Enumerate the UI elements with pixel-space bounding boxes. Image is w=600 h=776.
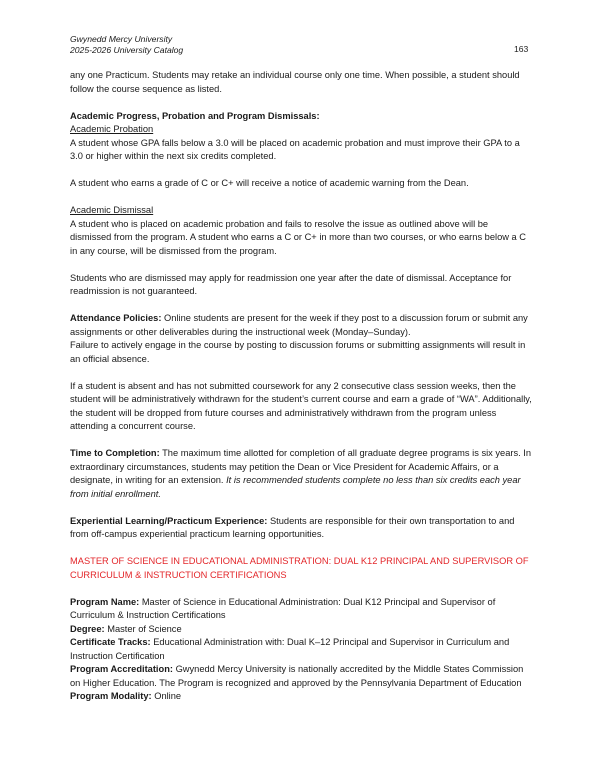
university-name: Gwynedd Mercy University <box>70 34 173 44</box>
degree-label: Degree: <box>70 623 105 634</box>
accreditation-value: Gwynedd Mercy University is nationally accredited by the Middle States Commission on Higher Education. The Program is recognized and approved by the Pennsylvania Department of Education <box>70 664 524 688</box>
experiential-text: Students are responsible for their own transportation to and from off-campus experiential practicum learning opportunities. <box>70 515 515 539</box>
probation-text: A student whose GPA falls below a 3.0 will be placed on academic probation and must improve their GPA to a 3.0 or higher within the next six credits completed. <box>70 137 520 161</box>
tracks-label: Certificate Tracks: <box>70 637 151 647</box>
modality-line <box>70 690 532 704</box>
modality-label: Program Modality: <box>70 691 152 701</box>
intro-paragraph: any one Practicum. Students may retake an individual course only one time. When possible, a student should follow the course sequence as listed. <box>70 70 520 94</box>
experiential-label: Experiential Learning/Practicum Experience: <box>70 515 268 526</box>
modality-value: Online <box>151 691 182 701</box>
completion-text: The maximum time allotted for completion of all graduate degree programs is six years. In extraordinary circumstances, students may petition the Dean or Vice President for Academic Affairs, or a designate, in writing for an extension. <box>70 448 532 485</box>
attendance-paragraph <box>70 312 532 339</box>
completion-label: Time to Completion: <box>70 448 160 458</box>
program-name-value: Master of Science in Educational Administration: Dual K12 Principal and Supervisor of Curriculum & Instruction Certifications <box>70 596 496 620</box>
page-number: 163 <box>514 44 529 54</box>
tracks-value: Educational Administration with: Dual K–12 Principal and Supervisor in Curriculum and Instruction Certification <box>70 637 510 661</box>
probation-title: Academic Probation <box>70 124 154 134</box>
page-body <box>70 69 532 704</box>
attendance-text-2: Failure to actively engage in the course by posting to discussion forums or submitting assignments will result in an official absence. <box>70 340 526 364</box>
tracks-line <box>70 636 532 663</box>
absence-text: If a student is absent and has not submitted coursework for any 2 consecutive class session weeks, then the student will be administratively withdrawn for the student’s current course and earn a grade of “WA”. Additionally, the student will be dropped from future courses and administratively withdrawn from the program unless attending a concurrent course. <box>70 380 532 431</box>
attendance-label: Attendance Policies: <box>70 313 162 323</box>
accreditation-line <box>70 663 532 690</box>
readmission-text: Students who are dismissed may apply for readmission one year after the date of dismissal. Acceptance for readmission is not guaranteed. <box>70 272 512 296</box>
dismissal-text: A student who is placed on academic probation and fails to resolve the issue as outlined above will be dismissed from the program. A student who earns a C or C+ in more than two courses, or who earns below a C in any course, will be dismissed from the program. <box>70 218 527 256</box>
degree-line <box>70 623 532 637</box>
progress-heading: Academic Progress, Probation and Program Dismissals: <box>70 110 320 121</box>
program-name-label: Program Name: <box>70 596 140 607</box>
degree-value: Master of Science <box>104 623 182 634</box>
completion-italic: It is recommended students complete no less than six credits each year from initial enrollment. <box>70 475 521 499</box>
dismissal-title: Academic Dismissal <box>70 205 154 215</box>
catalog-title: 2025-2026 University Catalog <box>70 44 184 55</box>
accreditation-label: Program Accreditation: <box>70 664 173 674</box>
experiential-paragraph <box>70 515 532 542</box>
program-name-line <box>70 596 532 623</box>
completion-paragraph <box>70 447 532 501</box>
page-header <box>70 34 183 55</box>
attendance-text: Online students are present for the week if they post to a discussion forum or submit any assignments or other deliverables during the instructional week (Monday–Sunday). <box>70 313 528 337</box>
program-section-heading: MASTER OF SCIENCE IN EDUCATIONAL ADMINISTRATION: DUAL K12 PRINCIPAL AND SUPERVISOR OF CURRICULUM & INSTRUCTION CERTIFICATIONS <box>70 556 529 580</box>
warning-text: A student who earns a grade of C or C+ will receive a notice of academic warning from the Dean. <box>70 178 469 188</box>
